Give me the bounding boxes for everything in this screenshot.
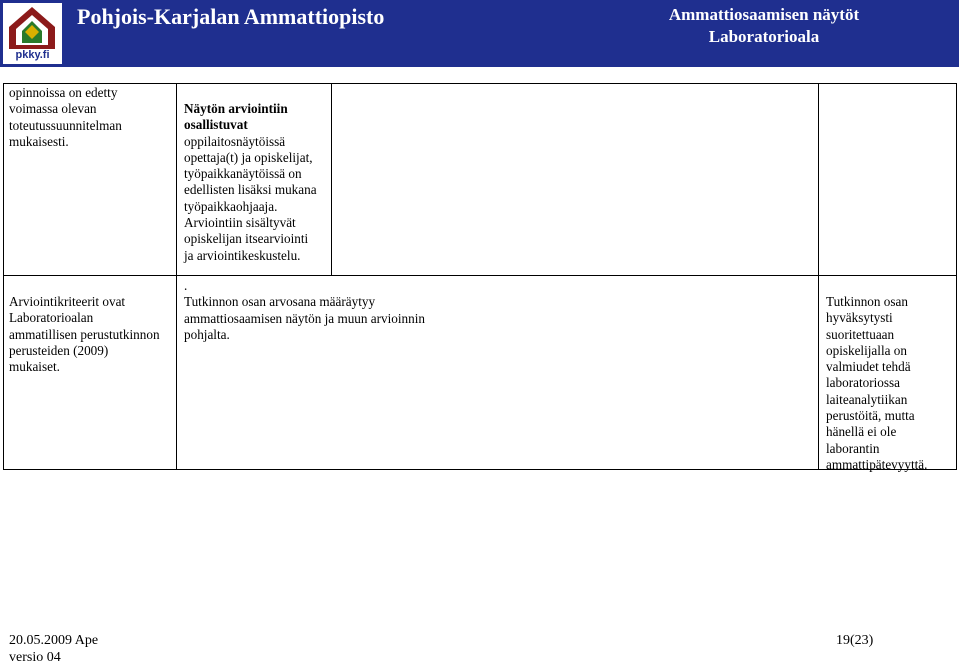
table-cell-r1c1: [9, 85, 174, 150]
cell-line: opettaja(t) ja opiskelijat,: [184, 149, 313, 165]
table-column-divider: [818, 83, 819, 470]
cell-line: oppilaitosnäytöissä: [184, 133, 286, 149]
table-left-border: [3, 83, 4, 470]
cell-line: opiskelijalla on: [826, 342, 907, 358]
cell-line: opinnoissa on edetty: [9, 85, 118, 100]
logo-text: pkky.fi: [15, 49, 50, 61]
cell-line: hyväksytysti: [826, 310, 893, 326]
footer-version: versio 04: [9, 650, 61, 665]
organization-name: Pohjois-Karjalan Ammattiopisto: [77, 4, 385, 29]
cell-line: .: [184, 278, 188, 293]
cell-line: suoritettuaan: [826, 326, 895, 342]
table-right-border: [956, 83, 957, 470]
cell-line: opiskelijan itsearviointi: [184, 231, 309, 247]
table-bottom-border: [3, 469, 957, 470]
table-row-divider: [3, 275, 957, 276]
cell-line: työpaikkaohjaaja.: [184, 198, 278, 214]
cell-line: ammatillisen perustutkinnon: [9, 326, 160, 342]
cell-line: ja arviointikeskustelu.: [184, 247, 301, 263]
table-cell-r2c2: [184, 278, 484, 343]
cell-line: hänellä ei ole: [826, 424, 897, 440]
cell-line: toteutussuunnitelman: [9, 117, 122, 133]
cell-line: ammattiosaamisen näytön ja muun arvioinnin: [184, 310, 425, 326]
document-subtitle: Laboratorioala: [708, 27, 820, 46]
cell-line: Arviointiin sisältyvät: [184, 215, 296, 231]
table-cell-r1c2: [184, 101, 329, 264]
cell-line: perustöitä, mutta: [826, 408, 915, 424]
footer-date-author: 20.05.2009 Ape: [9, 633, 99, 648]
table-column-divider: [176, 83, 177, 470]
footer-page-number: 19(23): [836, 633, 874, 648]
cell-line: laiteanalytiikan: [826, 391, 908, 407]
cell-line: Tutkinnon osan arvosana määräytyy: [184, 294, 376, 310]
cell-line: laboratoriossa: [826, 375, 900, 391]
cell-line: perusteiden (2009): [9, 342, 109, 358]
cell-line: mukaiset.: [9, 359, 60, 375]
cell-line: valmiudet tehdä: [826, 359, 911, 375]
table-column-divider: [331, 83, 332, 276]
cell-heading-line: osallistuvat: [184, 117, 248, 133]
table-top-border: [3, 83, 957, 84]
cell-line: voimassa olevan: [9, 101, 97, 117]
cell-line: Arviointikriteerit ovat: [9, 294, 126, 309]
document-title: Ammattiosaamisen näytöt: [668, 5, 860, 24]
table-cell-r2c4: [826, 294, 956, 473]
cell-heading-line: Näytön arviointiin: [184, 101, 288, 116]
cell-line: työpaikkanäytöissä on: [184, 166, 302, 182]
cell-line: pohjalta.: [184, 326, 230, 342]
cell-line: Laboratorioalan: [9, 310, 94, 326]
cell-line: Tutkinnon osan: [826, 294, 908, 309]
cell-line: edellisten lisäksi mukana: [184, 182, 317, 198]
cell-line: laborantin: [826, 440, 880, 456]
table-cell-r2c1: [9, 294, 174, 375]
cell-line: mukaisesti.: [9, 133, 69, 149]
cell-line: ammattipätevyyttä.: [826, 456, 928, 472]
